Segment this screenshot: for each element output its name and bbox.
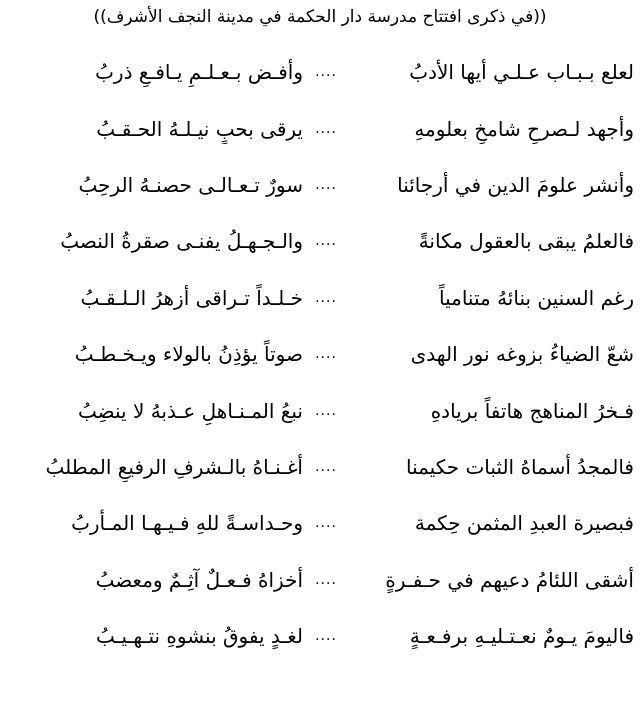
verse-first-hemistich: فاليومَ يـومٌ نعـتـليـهِ برفـعـةٍ [409,624,634,649]
hemistich-separator: .... [315,402,337,419]
verse-line [8,44,634,100]
hemistich-separator: .... [315,515,337,532]
poem-title: ((في ذكرى افتتاح مدرسة دار الحكمة في مدينة النجف الأشرف)) [93,7,547,27]
verse-second-hemistich: والـجـهـلُ يفنـى صقرةُ النصبُ [60,229,303,254]
verse-first-hemistich: وأجهد لـصرحٍ شامخٍ بعلومهِ [414,116,634,141]
verse-second-hemistich: سورٌ تـعـالـى حصنـهُ الرحِبُ [78,172,303,197]
hemistich-separator: .... [315,571,337,588]
verse-line [8,100,634,156]
verse-line [8,157,634,213]
hemistich-separator: .... [315,628,337,645]
verse-second-hemistich: أغـنـاهُ بالـشرفِ الرفيعِ المطلبُ [45,454,303,479]
verse-line [8,552,634,608]
verse-line [8,213,634,269]
verse-line [8,495,634,551]
verse-line [8,608,634,664]
verse-second-hemistich: نبعُ المـنـاهلِ عـذبهُ لا ينضِبُ [78,398,303,423]
hemistich-separator: .... [315,233,337,250]
verse-first-hemistich: فبصيرة العبدِ المثمن حِكمة [414,511,634,536]
hemistich-separator: .... [315,346,337,363]
hemistich-separator: .... [315,64,337,81]
verse-second-hemistich: خـلـداً تـراقى أزهرُ الـلـقـبُ [80,285,303,310]
verse-second-hemistich: يرقى بحبٍ نيـلـهُ الحـقـبُ [96,116,303,141]
hemistich-separator: .... [315,289,337,306]
verse-list [8,44,634,664]
verse-second-hemistich: وحـداسـةً للهِ فـيـهـا المـأربُ [71,511,303,536]
hemistich-separator: .... [315,120,337,137]
verse-first-hemistich: وأنشر علومَ الدين في أرجائنا [397,172,634,197]
verse-first-hemistich: أشقى اللئامُ دعيهم في حـفـرةٍ [385,567,634,592]
verse-second-hemistich: صوتاً يؤذِنُ بالولاء ويـخـطـبُ [74,342,303,367]
verse-first-hemistich: فالعلمُ يبقى بالعقول مكانةً [418,229,634,254]
hemistich-separator: .... [315,458,337,475]
verse-line [8,439,634,495]
verse-line [8,382,634,438]
verse-line [8,270,634,326]
hemistich-separator: .... [315,176,337,193]
verse-line [8,326,634,382]
verse-first-hemistich: رغم السنين بنائهُ متنامياً [439,285,634,310]
verse-first-hemistich: فالمجدُ أسماهُ الثبات حكيمنا [405,454,634,479]
verse-first-hemistich: فـخرُ المناهج هاتفاً بريادهِ [430,398,634,423]
verse-first-hemistich: لعلع بـبـاب عـلـي أيها الأدبُ [409,60,634,85]
verse-second-hemistich: وأفـض بـعـلـمٍ يـافـعٍ ذربُ [95,60,303,85]
verse-first-hemistich: شعّ الضياءُ بزوغه نور الهدى [410,342,634,367]
verse-second-hemistich: أخزاهُ فـعـلٌ آثِـمٌ ومعضبُ [95,567,303,592]
verse-second-hemistich: لغـدٍ يفوقُ بنشوهِ نتـهـيـبُ [95,624,303,649]
